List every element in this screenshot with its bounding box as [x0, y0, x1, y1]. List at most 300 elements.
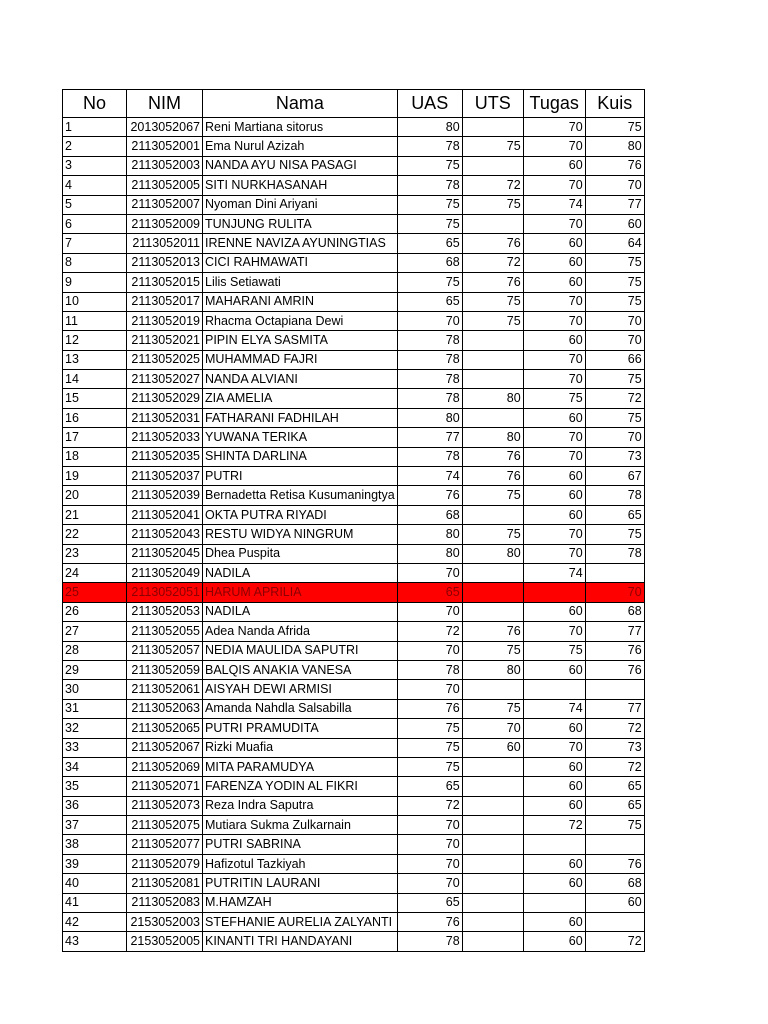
cell-nim[interactable]: 2113052025 — [127, 350, 203, 369]
cell-tugas[interactable]: 70 — [523, 118, 585, 137]
cell-uts[interactable] — [462, 932, 523, 951]
cell-nama[interactable]: SITI NURKHASANAH — [203, 176, 398, 195]
cell-no[interactable]: 15 — [63, 389, 127, 408]
cell-kuis[interactable]: 76 — [585, 660, 644, 679]
cell-no[interactable]: 34 — [63, 757, 127, 776]
cell-nama[interactable]: RESTU WIDYA NINGRUM — [203, 525, 398, 544]
cell-no[interactable]: 5 — [63, 195, 127, 214]
cell-uts[interactable]: 75 — [462, 137, 523, 156]
cell-nim[interactable]: 2113052065 — [127, 719, 203, 738]
cell-nim[interactable]: 2153052005 — [127, 932, 203, 951]
cell-nama[interactable]: Reza Indra Saputra — [203, 796, 398, 815]
cell-nim[interactable]: 2113052021 — [127, 331, 203, 350]
cell-nim[interactable]: 2113052071 — [127, 777, 203, 796]
cell-nama[interactable]: PIPIN ELYA SASMITA — [203, 331, 398, 350]
cell-nim[interactable]: 2113052067 — [127, 738, 203, 757]
cell-nim[interactable]: 2113052073 — [127, 796, 203, 815]
cell-uts[interactable]: 80 — [462, 428, 523, 447]
cell-nim[interactable]: 2113052083 — [127, 893, 203, 912]
cell-uas[interactable]: 65 — [397, 777, 462, 796]
cell-tugas[interactable]: 72 — [523, 816, 585, 835]
cell-uts[interactable]: 76 — [462, 234, 523, 253]
cell-tugas[interactable]: 60 — [523, 273, 585, 292]
header-nim[interactable]: NIM — [127, 90, 203, 118]
cell-uas[interactable]: 78 — [397, 137, 462, 156]
cell-nim[interactable]: 2153052003 — [127, 913, 203, 932]
cell-nama[interactable]: CICI RAHMAWATI — [203, 253, 398, 272]
cell-kuis[interactable]: 75 — [585, 273, 644, 292]
cell-uts[interactable]: 80 — [462, 660, 523, 679]
cell-uts[interactable]: 75 — [462, 311, 523, 330]
cell-nama[interactable]: YUWANA TERIKA — [203, 428, 398, 447]
cell-tugas[interactable]: 60 — [523, 234, 585, 253]
cell-uas[interactable]: 65 — [397, 893, 462, 912]
cell-nim[interactable]: 2113052055 — [127, 622, 203, 641]
cell-nim[interactable]: 2113052051 — [127, 583, 203, 602]
cell-nama[interactable]: BALQIS ANAKIA VANESA — [203, 660, 398, 679]
cell-uas[interactable]: 77 — [397, 428, 462, 447]
cell-no[interactable]: 17 — [63, 428, 127, 447]
cell-kuis[interactable]: 68 — [585, 602, 644, 621]
cell-uts[interactable] — [462, 350, 523, 369]
cell-uts[interactable] — [462, 777, 523, 796]
cell-uas[interactable]: 78 — [397, 932, 462, 951]
cell-kuis[interactable]: 65 — [585, 505, 644, 524]
cell-nama[interactable]: NEDIA MAULIDA SAPUTRI — [203, 641, 398, 660]
cell-kuis[interactable]: 60 — [585, 893, 644, 912]
cell-no[interactable]: 26 — [63, 602, 127, 621]
cell-nim[interactable]: 2113052053 — [127, 602, 203, 621]
cell-no[interactable]: 16 — [63, 408, 127, 427]
cell-no[interactable]: 6 — [63, 214, 127, 233]
cell-kuis[interactable]: 65 — [585, 796, 644, 815]
cell-nama[interactable]: Bernadetta Retisa Kusumaningtya — [203, 486, 398, 505]
cell-tugas[interactable]: 70 — [523, 544, 585, 563]
cell-uts[interactable] — [462, 757, 523, 776]
cell-tugas[interactable]: 60 — [523, 757, 585, 776]
cell-uts[interactable]: 75 — [462, 195, 523, 214]
cell-uas[interactable]: 70 — [397, 854, 462, 873]
cell-nim[interactable]: 2113052003 — [127, 156, 203, 175]
cell-nim[interactable]: 2113052035 — [127, 447, 203, 466]
cell-nama[interactable]: AISYAH DEWI ARMISI — [203, 680, 398, 699]
cell-nama[interactable]: PUTRITIN LAURANI — [203, 874, 398, 893]
cell-tugas[interactable]: 60 — [523, 874, 585, 893]
cell-no[interactable]: 32 — [63, 719, 127, 738]
cell-uas[interactable]: 80 — [397, 544, 462, 563]
cell-kuis[interactable]: 72 — [585, 932, 644, 951]
cell-uts[interactable] — [462, 874, 523, 893]
cell-no[interactable]: 24 — [63, 563, 127, 582]
cell-kuis[interactable]: 60 — [585, 214, 644, 233]
cell-tugas[interactable]: 60 — [523, 932, 585, 951]
cell-uts[interactable] — [462, 854, 523, 873]
cell-uas[interactable]: 80 — [397, 408, 462, 427]
cell-uas[interactable]: 70 — [397, 563, 462, 582]
cell-uas[interactable]: 80 — [397, 525, 462, 544]
cell-kuis[interactable]: 70 — [585, 311, 644, 330]
cell-kuis[interactable]: 75 — [585, 118, 644, 137]
cell-no[interactable]: 31 — [63, 699, 127, 718]
cell-tugas[interactable]: 70 — [523, 525, 585, 544]
cell-nama[interactable]: Mutiara Sukma Zulkarnain — [203, 816, 398, 835]
cell-uas[interactable]: 70 — [397, 835, 462, 854]
cell-uas[interactable]: 78 — [397, 389, 462, 408]
cell-tugas[interactable]: 70 — [523, 447, 585, 466]
cell-no[interactable]: 28 — [63, 641, 127, 660]
cell-nama[interactable]: MITA PARAMUDYA — [203, 757, 398, 776]
cell-kuis[interactable]: 72 — [585, 757, 644, 776]
cell-nim[interactable]: 2113052061 — [127, 680, 203, 699]
cell-kuis[interactable]: 70 — [585, 583, 644, 602]
cell-no[interactable]: 36 — [63, 796, 127, 815]
cell-nama[interactable]: NADILA — [203, 602, 398, 621]
cell-no[interactable]: 30 — [63, 680, 127, 699]
cell-nama[interactable]: NANDA ALVIANI — [203, 370, 398, 389]
cell-tugas[interactable] — [523, 893, 585, 912]
cell-nama[interactable]: IRENNE NAVIZA AYUNINGTIAS — [203, 234, 398, 253]
cell-tugas[interactable] — [523, 835, 585, 854]
cell-uas[interactable]: 70 — [397, 816, 462, 835]
cell-no[interactable]: 41 — [63, 893, 127, 912]
cell-nim[interactable]: 2113052019 — [127, 311, 203, 330]
cell-no[interactable]: 33 — [63, 738, 127, 757]
cell-nim[interactable]: 2113052077 — [127, 835, 203, 854]
cell-no[interactable]: 25 — [63, 583, 127, 602]
cell-kuis[interactable]: 75 — [585, 292, 644, 311]
cell-nama[interactable]: STEFHANIE AURELIA ZALYANTI — [203, 913, 398, 932]
cell-nim[interactable]: 2113052039 — [127, 486, 203, 505]
cell-uas[interactable]: 72 — [397, 622, 462, 641]
cell-no[interactable]: 22 — [63, 525, 127, 544]
cell-nama[interactable]: MAHARANI AMRIN — [203, 292, 398, 311]
cell-uas[interactable]: 78 — [397, 350, 462, 369]
cell-uas[interactable]: 78 — [397, 331, 462, 350]
cell-no[interactable]: 2 — [63, 137, 127, 156]
cell-nim[interactable]: 2013052067 — [127, 118, 203, 137]
cell-tugas[interactable]: 74 — [523, 195, 585, 214]
cell-uas[interactable]: 70 — [397, 602, 462, 621]
cell-kuis[interactable] — [585, 913, 644, 932]
cell-kuis[interactable]: 65 — [585, 777, 644, 796]
cell-nama[interactable]: MUHAMMAD FAJRI — [203, 350, 398, 369]
cell-no[interactable]: 27 — [63, 622, 127, 641]
cell-tugas[interactable]: 60 — [523, 719, 585, 738]
cell-nama[interactable]: ZIA AMELIA — [203, 389, 398, 408]
cell-nama[interactable]: KINANTI TRI HANDAYANI — [203, 932, 398, 951]
cell-tugas[interactable]: 70 — [523, 370, 585, 389]
cell-nim[interactable]: 2113052011 — [127, 234, 203, 253]
cell-no[interactable]: 43 — [63, 932, 127, 951]
cell-nama[interactable]: Nyoman Dini Ariyani — [203, 195, 398, 214]
cell-nama[interactable]: PUTRI SABRINA — [203, 835, 398, 854]
cell-no[interactable]: 9 — [63, 273, 127, 292]
cell-nim[interactable]: 2113052001 — [127, 137, 203, 156]
cell-no[interactable]: 23 — [63, 544, 127, 563]
cell-nim[interactable]: 2113052049 — [127, 563, 203, 582]
cell-kuis[interactable]: 66 — [585, 350, 644, 369]
cell-tugas[interactable]: 70 — [523, 176, 585, 195]
cell-uas[interactable]: 76 — [397, 486, 462, 505]
cell-nama[interactable]: HARUM APRILIA — [203, 583, 398, 602]
cell-tugas[interactable]: 60 — [523, 331, 585, 350]
cell-uas[interactable]: 65 — [397, 234, 462, 253]
cell-uas[interactable]: 70 — [397, 641, 462, 660]
header-tugas[interactable]: Tugas — [523, 90, 585, 118]
cell-no[interactable]: 29 — [63, 660, 127, 679]
cell-no[interactable]: 39 — [63, 854, 127, 873]
cell-nim[interactable]: 2113052029 — [127, 389, 203, 408]
cell-tugas[interactable]: 60 — [523, 408, 585, 427]
header-kuis[interactable]: Kuis — [585, 90, 644, 118]
cell-tugas[interactable]: 60 — [523, 467, 585, 486]
cell-kuis[interactable]: 77 — [585, 195, 644, 214]
cell-kuis[interactable]: 78 — [585, 486, 644, 505]
cell-uts[interactable] — [462, 835, 523, 854]
cell-tugas[interactable]: 60 — [523, 854, 585, 873]
cell-nim[interactable]: 2113052057 — [127, 641, 203, 660]
cell-no[interactable]: 8 — [63, 253, 127, 272]
cell-kuis[interactable]: 72 — [585, 719, 644, 738]
cell-uts[interactable]: 70 — [462, 719, 523, 738]
cell-nim[interactable]: 2113052075 — [127, 816, 203, 835]
cell-nama[interactable]: PUTRI PRAMUDITA — [203, 719, 398, 738]
cell-uts[interactable]: 76 — [462, 622, 523, 641]
cell-nim[interactable]: 2113052013 — [127, 253, 203, 272]
cell-uts[interactable] — [462, 583, 523, 602]
cell-uts[interactable]: 60 — [462, 738, 523, 757]
cell-uts[interactable] — [462, 156, 523, 175]
cell-kuis[interactable]: 70 — [585, 176, 644, 195]
cell-no[interactable]: 37 — [63, 816, 127, 835]
cell-nama[interactable]: TUNJUNG RULITA — [203, 214, 398, 233]
cell-kuis[interactable]: 68 — [585, 874, 644, 893]
cell-uts[interactable]: 75 — [462, 641, 523, 660]
cell-nama[interactable]: Lilis Setiawati — [203, 273, 398, 292]
cell-kuis[interactable]: 77 — [585, 699, 644, 718]
cell-uas[interactable]: 75 — [397, 156, 462, 175]
cell-nama[interactable]: NADILA — [203, 563, 398, 582]
cell-kuis[interactable]: 78 — [585, 544, 644, 563]
cell-tugas[interactable]: 70 — [523, 738, 585, 757]
cell-nim[interactable]: 2113052043 — [127, 525, 203, 544]
cell-tugas[interactable]: 74 — [523, 699, 585, 718]
cell-uts[interactable] — [462, 893, 523, 912]
cell-uas[interactable]: 75 — [397, 738, 462, 757]
cell-uts[interactable] — [462, 331, 523, 350]
cell-kuis[interactable] — [585, 563, 644, 582]
cell-nama[interactable]: SHINTA DARLINA — [203, 447, 398, 466]
cell-uts[interactable]: 80 — [462, 544, 523, 563]
cell-tugas[interactable]: 60 — [523, 796, 585, 815]
cell-no[interactable]: 10 — [63, 292, 127, 311]
cell-nim[interactable]: 2113052007 — [127, 195, 203, 214]
cell-kuis[interactable]: 80 — [585, 137, 644, 156]
cell-no[interactable]: 13 — [63, 350, 127, 369]
cell-uas[interactable]: 75 — [397, 719, 462, 738]
cell-nama[interactable]: Hafizotul Tazkiyah — [203, 854, 398, 873]
cell-nim[interactable]: 2113052017 — [127, 292, 203, 311]
cell-uas[interactable]: 78 — [397, 176, 462, 195]
cell-tugas[interactable]: 70 — [523, 292, 585, 311]
cell-nama[interactable]: Rizki Muafia — [203, 738, 398, 757]
cell-uts[interactable] — [462, 796, 523, 815]
cell-kuis[interactable] — [585, 835, 644, 854]
cell-uts[interactable] — [462, 913, 523, 932]
cell-nama[interactable]: Ema Nurul Azizah — [203, 137, 398, 156]
cell-nama[interactable]: PUTRI — [203, 467, 398, 486]
cell-uts[interactable]: 72 — [462, 253, 523, 272]
cell-tugas[interactable]: 60 — [523, 660, 585, 679]
cell-kuis[interactable]: 67 — [585, 467, 644, 486]
cell-tugas[interactable]: 60 — [523, 602, 585, 621]
cell-kuis[interactable]: 75 — [585, 816, 644, 835]
cell-uts[interactable]: 72 — [462, 176, 523, 195]
cell-no[interactable]: 1 — [63, 118, 127, 137]
cell-nim[interactable]: 2113052037 — [127, 467, 203, 486]
cell-no[interactable]: 11 — [63, 311, 127, 330]
cell-no[interactable]: 20 — [63, 486, 127, 505]
cell-nim[interactable]: 2113052033 — [127, 428, 203, 447]
cell-uts[interactable] — [462, 680, 523, 699]
cell-uas[interactable]: 70 — [397, 680, 462, 699]
cell-no[interactable]: 42 — [63, 913, 127, 932]
cell-nama[interactable]: Amanda Nahdla Salsabilla — [203, 699, 398, 718]
cell-uts[interactable] — [462, 505, 523, 524]
cell-tugas[interactable]: 70 — [523, 350, 585, 369]
cell-kuis[interactable] — [585, 680, 644, 699]
cell-nim[interactable]: 2113052069 — [127, 757, 203, 776]
cell-no[interactable]: 21 — [63, 505, 127, 524]
cell-uts[interactable]: 76 — [462, 273, 523, 292]
cell-nama[interactable]: M.HAMZAH — [203, 893, 398, 912]
header-uts[interactable]: UTS — [462, 90, 523, 118]
cell-uas[interactable]: 75 — [397, 195, 462, 214]
cell-uas[interactable]: 80 — [397, 118, 462, 137]
header-uas[interactable]: UAS — [397, 90, 462, 118]
cell-uas[interactable]: 68 — [397, 505, 462, 524]
cell-tugas[interactable]: 60 — [523, 777, 585, 796]
cell-nim[interactable]: 2113052015 — [127, 273, 203, 292]
cell-tugas[interactable] — [523, 583, 585, 602]
cell-uas[interactable]: 70 — [397, 874, 462, 893]
cell-uas[interactable]: 78 — [397, 447, 462, 466]
cell-uts[interactable] — [462, 563, 523, 582]
cell-uts[interactable] — [462, 214, 523, 233]
cell-tugas[interactable]: 70 — [523, 622, 585, 641]
cell-nim[interactable]: 2113052027 — [127, 370, 203, 389]
cell-uas[interactable]: 70 — [397, 311, 462, 330]
cell-uas[interactable]: 78 — [397, 660, 462, 679]
cell-kuis[interactable]: 75 — [585, 408, 644, 427]
cell-tugas[interactable]: 74 — [523, 563, 585, 582]
cell-nim[interactable]: 2113052009 — [127, 214, 203, 233]
cell-tugas[interactable]: 75 — [523, 389, 585, 408]
cell-uts[interactable] — [462, 602, 523, 621]
cell-kuis[interactable]: 76 — [585, 641, 644, 660]
cell-uts[interactable]: 75 — [462, 292, 523, 311]
cell-kuis[interactable]: 70 — [585, 331, 644, 350]
cell-no[interactable]: 18 — [63, 447, 127, 466]
cell-tugas[interactable]: 60 — [523, 486, 585, 505]
cell-kuis[interactable]: 73 — [585, 447, 644, 466]
cell-nama[interactable]: Rhacma Octapiana Dewi — [203, 311, 398, 330]
cell-nim[interactable]: 2113052063 — [127, 699, 203, 718]
cell-nim[interactable]: 2113052059 — [127, 660, 203, 679]
cell-nama[interactable]: FARENZA YODIN AL FIKRI — [203, 777, 398, 796]
cell-tugas[interactable] — [523, 680, 585, 699]
cell-kuis[interactable]: 76 — [585, 156, 644, 175]
cell-nama[interactable]: Reni Martiana sitorus — [203, 118, 398, 137]
cell-nim[interactable]: 2113052031 — [127, 408, 203, 427]
cell-no[interactable]: 3 — [63, 156, 127, 175]
cell-uts[interactable]: 80 — [462, 389, 523, 408]
cell-tugas[interactable]: 70 — [523, 311, 585, 330]
cell-uts[interactable] — [462, 816, 523, 835]
cell-uts[interactable]: 75 — [462, 486, 523, 505]
cell-uas[interactable]: 78 — [397, 370, 462, 389]
cell-kuis[interactable]: 76 — [585, 854, 644, 873]
cell-nim[interactable]: 2113052045 — [127, 544, 203, 563]
cell-kuis[interactable]: 64 — [585, 234, 644, 253]
cell-nama[interactable]: OKTA PUTRA RIYADI — [203, 505, 398, 524]
cell-uas[interactable]: 68 — [397, 253, 462, 272]
cell-uas[interactable]: 65 — [397, 292, 462, 311]
cell-uts[interactable]: 75 — [462, 525, 523, 544]
cell-uts[interactable]: 76 — [462, 467, 523, 486]
cell-kuis[interactable]: 73 — [585, 738, 644, 757]
cell-no[interactable]: 12 — [63, 331, 127, 350]
cell-kuis[interactable]: 70 — [585, 428, 644, 447]
cell-tugas[interactable]: 75 — [523, 641, 585, 660]
cell-uas[interactable]: 74 — [397, 467, 462, 486]
cell-uts[interactable]: 76 — [462, 447, 523, 466]
cell-uas[interactable]: 75 — [397, 757, 462, 776]
cell-uas[interactable]: 76 — [397, 913, 462, 932]
cell-kuis[interactable]: 75 — [585, 370, 644, 389]
cell-no[interactable]: 14 — [63, 370, 127, 389]
cell-uas[interactable]: 76 — [397, 699, 462, 718]
cell-kuis[interactable]: 77 — [585, 622, 644, 641]
cell-nim[interactable]: 2113052079 — [127, 854, 203, 873]
header-nama[interactable]: Nama — [203, 90, 398, 118]
cell-nim[interactable]: 2113052041 — [127, 505, 203, 524]
cell-tugas[interactable]: 60 — [523, 156, 585, 175]
cell-no[interactable]: 7 — [63, 234, 127, 253]
cell-uts[interactable] — [462, 118, 523, 137]
cell-uts[interactable] — [462, 408, 523, 427]
cell-tugas[interactable]: 70 — [523, 214, 585, 233]
cell-tugas[interactable]: 70 — [523, 428, 585, 447]
cell-nama[interactable]: NANDA AYU NISA PASAGI — [203, 156, 398, 175]
cell-uts[interactable] — [462, 370, 523, 389]
cell-uas[interactable]: 65 — [397, 583, 462, 602]
cell-nim[interactable]: 2113052081 — [127, 874, 203, 893]
cell-nama[interactable]: FATHARANI FADHILAH — [203, 408, 398, 427]
cell-kuis[interactable]: 72 — [585, 389, 644, 408]
cell-tugas[interactable]: 60 — [523, 253, 585, 272]
cell-uts[interactable]: 75 — [462, 699, 523, 718]
cell-nama[interactable]: Dhea Puspita — [203, 544, 398, 563]
cell-no[interactable]: 38 — [63, 835, 127, 854]
cell-tugas[interactable]: 70 — [523, 137, 585, 156]
cell-no[interactable]: 4 — [63, 176, 127, 195]
cell-uas[interactable]: 72 — [397, 796, 462, 815]
cell-uas[interactable]: 75 — [397, 214, 462, 233]
cell-no[interactable]: 35 — [63, 777, 127, 796]
cell-kuis[interactable]: 75 — [585, 525, 644, 544]
cell-tugas[interactable]: 60 — [523, 505, 585, 524]
